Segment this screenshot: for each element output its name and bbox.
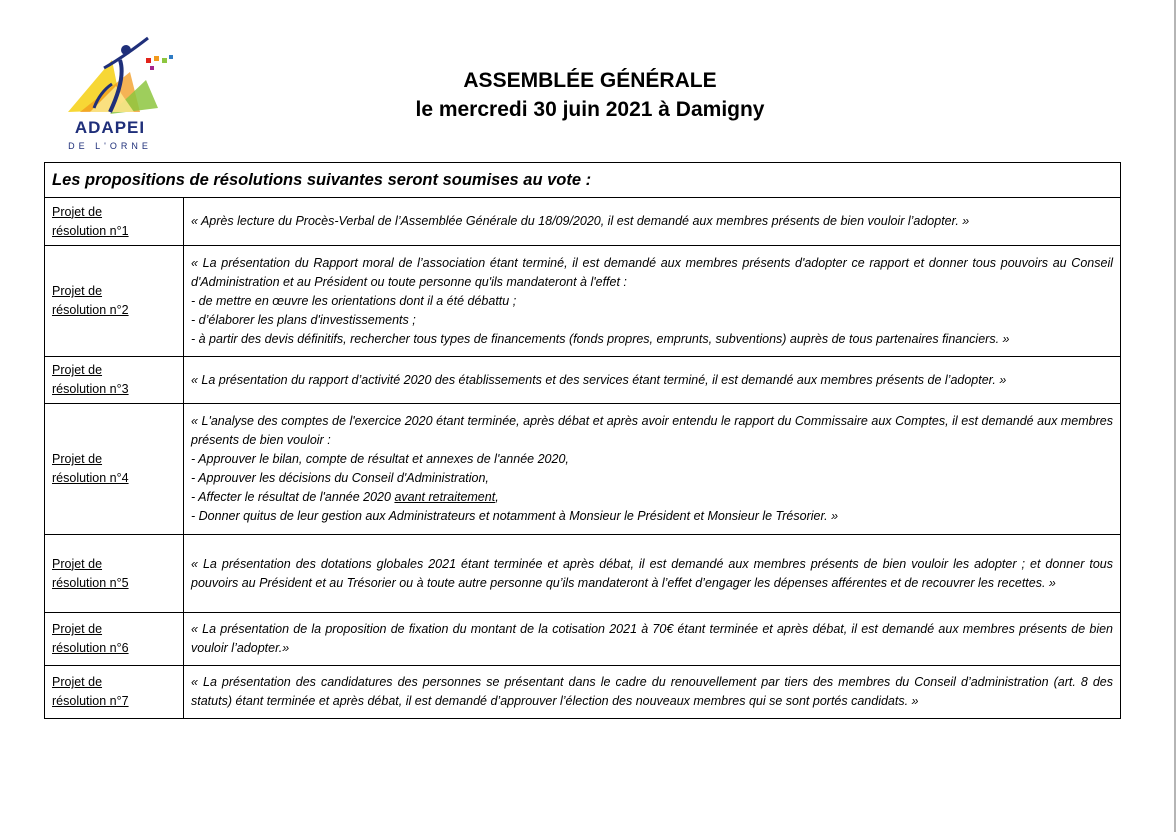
title-line-2: le mercredi 30 juin 2021 à Damigny <box>415 98 765 121</box>
resolution-label <box>45 666 184 719</box>
resolution-label <box>45 246 184 357</box>
text-line: « La présentation du rapport d’activité 2020 des établissements et des services étant terminé, il est demandé aux membres présents de l’adopter. » <box>191 372 1007 387</box>
affect-underlined: avant retraitement <box>394 490 496 504</box>
text-line: « La présentation du Rapport moral de l’association étant terminé, il est demandé aux membres présents d'adopter ce rapport et donner tous pouvoirs au Conseil d'Administration et au Président ou toute personne qu'ils mandateront à l'effet : <box>191 255 1113 289</box>
text-line: - Donner quitus de leur gestion aux Administrateurs et notamment à Monsieur le Président et Monsieur le Trésorier. » <box>191 509 839 523</box>
resolution-text <box>184 246 1121 357</box>
text-line-affect <box>191 488 1113 507</box>
text-line: « Après lecture du Procès-Verbal de l’Assemblée Générale du 18/09/2020, il est demandé aux membres présents de bien vouloir l’adopter. » <box>191 214 970 228</box>
logo-name: ADAPEI <box>74 118 146 137</box>
label-line-2: résolution n°7 <box>52 694 129 708</box>
label-line-1: Projet de <box>52 452 103 466</box>
table-row <box>45 535 1121 613</box>
text-line: - d’élaborer les plans d'investissements ; <box>191 312 416 327</box>
text-line: - de mettre en œuvre les orientations dont il a été débattu ; <box>191 293 517 308</box>
table-row <box>45 357 1121 404</box>
label-line-2: résolution n°4 <box>52 471 129 485</box>
resolution-label <box>45 198 184 246</box>
resolution-text <box>184 535 1121 613</box>
text-line: - Approuver le bilan, compte de résultat et annexes de l'année 2020, <box>191 452 569 466</box>
text-line: « La présentation de la proposition de fixation du montant de la cotisation 2021 à 70€ étant terminée et après débat, il est demandé aux membres présents de bien vouloir l’adopter.» <box>191 622 1113 655</box>
table-header: Les propositions de résolutions suivantes seront soumises au vote : <box>45 163 1121 198</box>
table-row <box>45 666 1121 719</box>
affect-prefix: - Affecter le résultat de l'année 2020 <box>191 490 395 504</box>
resolution-label <box>45 613 184 666</box>
resolution-text <box>184 613 1121 666</box>
page-title <box>0 66 1176 124</box>
logo-subtitle: DE L'ORNE <box>68 141 152 151</box>
label-line-1: Projet de <box>52 284 103 298</box>
label-line-2: résolution n°3 <box>52 382 129 396</box>
resolution-label <box>45 535 184 613</box>
label-line-1: Projet de <box>52 363 103 377</box>
resolution-label <box>45 357 184 404</box>
text-line: - à partir des devis définitifs, rechercher tous types de financements (fonds propres, emprunts, subventions) auprès de tous partenaires financiers. » <box>191 331 1010 346</box>
table-row <box>45 613 1121 666</box>
resolutions-table <box>44 162 1121 719</box>
resolution-label <box>45 404 184 535</box>
label-line-1: Projet de <box>52 622 103 636</box>
text-line: « La présentation des candidatures des personnes se présentant dans le cadre du renouvellement par tiers des membres du Conseil d’administration (art. 8 des statuts) étant terminée et après débat, il est demandé d’approuver l’élection des nouveaux membres qui se sont portés candidats. » <box>191 675 1113 708</box>
title-line-1: ASSEMBLÉE GÉNÉRALE <box>463 69 717 92</box>
label-line-2: résolution n°6 <box>52 641 129 655</box>
resolution-text <box>184 198 1121 246</box>
affect-suffix: , <box>495 490 499 504</box>
label-line-1: Projet de <box>52 556 103 571</box>
label-line-2: résolution n°1 <box>52 223 129 238</box>
label-line-2: résolution n°2 <box>52 303 129 317</box>
label-line-1: Projet de <box>52 204 103 219</box>
label-line-1: Projet de <box>52 675 103 689</box>
text-line: « L'analyse des comptes de l'exercice 2020 étant terminée, après débat et après avoir entendu le rapport du Commissaire aux Comptes, il est demandé aux membres présents de bien vouloir : <box>191 414 1113 447</box>
text-line: - Approuver les décisions du Conseil d'Administration, <box>191 471 489 485</box>
resolution-text <box>184 357 1121 404</box>
resolution-text <box>184 404 1121 535</box>
table-header-row <box>45 163 1121 198</box>
table-row <box>45 404 1121 535</box>
table-row <box>45 198 1121 246</box>
table-row <box>45 246 1121 357</box>
text-line: « La présentation des dotations globales 2021 étant terminée et après débat, il est demandé aux membres présents de bien vouloir les adopter ; et donner tous pouvoirs au Président et au Trésorier ou à toute autre personne qu’ils mandateront à l’effet d’engager les dépenses afférentes et de recouvrer les recettes. » <box>191 556 1113 590</box>
resolution-text <box>184 666 1121 719</box>
label-line-2: résolution n°5 <box>52 575 129 590</box>
